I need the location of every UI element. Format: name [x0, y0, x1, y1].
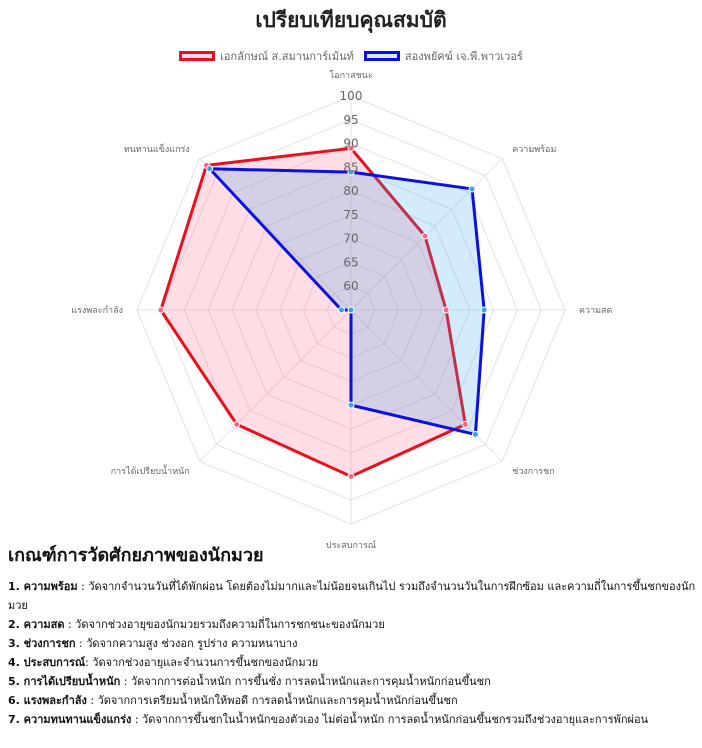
legend [0, 46, 702, 66]
series-2-point [348, 307, 354, 313]
series-1-point [348, 473, 354, 479]
criteria-item [8, 672, 696, 691]
criteria-item [8, 577, 696, 615]
chart-title: เปรียบเทียบคุณสมบัติ [255, 8, 447, 32]
criteria-item-text: : วัดจากช่วงอายุและจำนวนการขึ้นชกของนักมวย [85, 656, 319, 669]
category-label: การได้เปรียบน้ำหนัก [110, 467, 190, 478]
category-label: ประสบการณ์ [325, 541, 377, 551]
criteria-item [8, 634, 696, 653]
series-1-point [462, 421, 468, 427]
criteria-section [8, 540, 696, 729]
criteria-item [8, 615, 696, 634]
criteria-heading: เกณฑ์การวัดศักยภาพของนักมวย [8, 545, 264, 566]
criteria-item-label: 2. ความสด [8, 618, 65, 631]
legend-label-series-2: สองพยัคฆ์ เจ.พี.พาวเวอร์ [404, 50, 523, 63]
radar-chart [0, 66, 702, 551]
radial-tick-label: 100 [339, 89, 363, 103]
series-2-point [338, 307, 344, 313]
series-2-point [472, 431, 478, 437]
criteria-item [8, 710, 696, 729]
criteria-item [8, 653, 696, 672]
category-label: โอกาสชนะ [329, 71, 373, 81]
criteria-item-text: : วัดจากการเตรียมน้ำหนักให้พอดี การลดน้ำหนักและการคุมน้ำหนักก่อนขึ้นชก [86, 694, 458, 707]
criteria-item-label: 3. ช่วงการชก [8, 637, 76, 650]
criteria-item-label: 6. แรงพละกำลัง [8, 694, 87, 707]
series-1-point [234, 421, 240, 427]
criteria-item-label: 7. ความทนทานแข็งแกร่ง [8, 713, 132, 726]
series-2-point [481, 307, 487, 313]
legend-item-series-1[interactable] [179, 47, 354, 65]
category-label: ความสด [579, 306, 613, 316]
radial-tick-label: 65 [343, 255, 359, 270]
radial-tick-label: 90 [343, 136, 359, 151]
legend-item-series-2[interactable] [364, 47, 523, 65]
category-label: ความพร้อม [512, 144, 557, 155]
radial-tick-label: 75 [343, 207, 359, 222]
criteria-item-text: : วัดจากจำนวนวันที่ได้พักผ่อน โดยต้องไม่มากและไม่น้อยจนเกินไป รวมถึงจำนวนวันในการฝึกซ้อม และความถี่ในการขึ้นชกของนักมวย [8, 580, 696, 612]
criteria-list [8, 577, 696, 729]
criteria-item-text: : วัดจากการขึ้นชกในน้ำหนักของตัวเอง ไม่ต่อน้ำหนัก การลดน้ำหนักก่อนขึ้นชกรวมถึงช่วงอายุและการพักผ่อน [131, 713, 649, 726]
criteria-item-label: 1. ความพร้อม [8, 580, 78, 593]
series-1-point [443, 307, 449, 313]
criteria-item-text: : วัดจากช่วงอายุของนักมวยรวมถึงความถี่ในการชกชนะของนักมวย [64, 618, 385, 631]
series-2-point [348, 402, 354, 408]
series-1-point [158, 307, 164, 313]
criteria-item-label: 4. ประสบการณ์ [8, 656, 86, 669]
category-label: แรงพละกำลัง [71, 306, 123, 316]
radial-tick-label: 95 [343, 112, 359, 127]
criteria-item [8, 691, 696, 710]
radial-tick-label: 85 [343, 160, 359, 175]
radial-tick-label: 70 [343, 231, 359, 246]
criteria-item-label: 5. การได้เปรียบน้ำหนัก [8, 675, 121, 688]
series-2-point [469, 186, 475, 192]
series-2-point [207, 166, 213, 172]
legend-swatch-series-2 [364, 51, 400, 61]
radial-tick-label: 60 [343, 279, 359, 294]
radial-tick-label: 80 [343, 184, 359, 199]
category-label: ช่วงการชก [512, 467, 555, 478]
legend-label-series-1: เอกลักษณ์ ส.สมานการ์เม้นท์ [220, 50, 354, 63]
category-label: ทนทานแข็งแกร่ง [123, 144, 190, 155]
legend-swatch-series-1 [179, 51, 215, 61]
criteria-item-text: : วัดจากความสูง ช่วงอก รูปร่าง ความหนาบาง [75, 637, 298, 650]
criteria-item-text: : วัดจากการต่อน้ำหนัก การขึ้นชั่ง การลดน้ำหนักและการคุมน้ำหนักก่อนขึ้นชก [120, 675, 491, 688]
series-1-point [422, 233, 428, 239]
